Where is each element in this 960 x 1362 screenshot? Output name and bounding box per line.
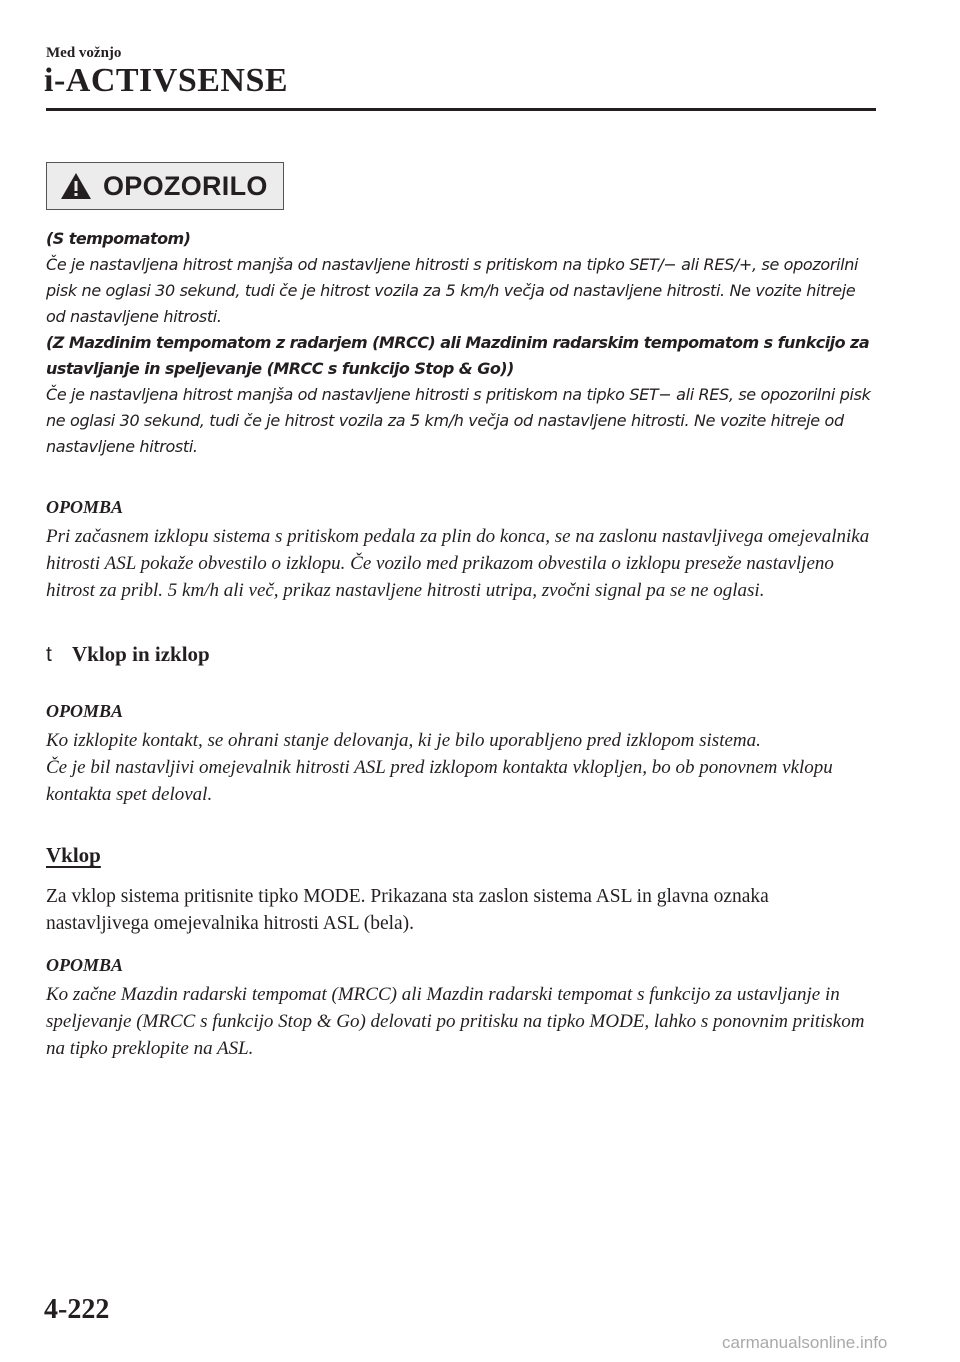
- note-label: OPOMBA: [46, 497, 124, 517]
- note-1: [46, 494, 876, 604]
- warning-box: [46, 162, 284, 210]
- note-2: [46, 698, 876, 808]
- note-line: Če je bil nastavljivi omejevalnik hitrosti ASL pred izklopom kontakta vklopljen, bo ob ponovnem vklopu kontakta spet deloval.: [46, 757, 833, 805]
- warning-label: OPOZORILO: [103, 170, 268, 201]
- note-label: OPOMBA: [46, 701, 124, 721]
- vklop-text: Za vklop sistema pritisnite tipko MODE. Prikazana sta zaslon sistema ASL in glavna oznaka nastavljivega omejevalnika hitrosti ASL (bela).: [46, 886, 769, 934]
- subsection-marker: t: [46, 642, 52, 666]
- header-rule: [46, 108, 876, 111]
- watermark: carmanualsonline.info: [722, 1333, 888, 1352]
- warning-text: [46, 226, 876, 460]
- warning-paragraph-cruise: Če je nastavljena hitrost manjša od nastavljene hitrosti s pritiskom na tipko SET/− ali RES/+, se opozorilni pisk ne oglasi 30 sekund, tudi če je hitrost vozila za 5 km/h večja od nastavljene hitrosti. Ne vozite hitreje od nastavljene hitrosti.: [46, 255, 859, 326]
- note-3: [46, 952, 876, 1062]
- chapter-title: i-ACTIVSENSE: [44, 62, 289, 99]
- note-text: Pri začasnem izklopu sistema s pritiskom pedala za plin do konca, se na zaslonu nastavljivega omejevalnika hitrosti ASL pokaže obvestilo o izklopu. Če vozilo med prikazom obvestila o izklopu preseže nastavljeno hitrost za pribl. 5 km/h ali več, prikaz nastavljene hitrosti utripa, zvočni signal pa se ne oglasi.: [46, 526, 870, 601]
- subsection-heading: [46, 642, 210, 667]
- note-line: Ko izklopite kontakt, se ohrani stanje delovanja, ki je bilo uporabljeno pred izklopom sistema.: [46, 730, 761, 751]
- note-text: Ko začne Mazdin radarski tempomat (MRCC) ali Mazdin radarski tempomat s funkcijo za ustavljanje in speljevanje (MRCC s funkcijo Stop & Go) delovati po pritisku na tipko MODE, lahko s ponovnim pritiskom na tipko preklopite na ASL.: [46, 984, 865, 1059]
- warning-triangle-icon: [59, 171, 93, 201]
- page-number: 4-222: [44, 1294, 110, 1325]
- note-label: OPOMBA: [46, 955, 124, 975]
- warning-subheading-mrcc: (Z Mazdinim tempomatom z radarjem (MRCC) ali Mazdinim radarskim tempomatom s funkcijo za ustavljanje in speljevanje (MRCC s funkcijo Stop & Go)): [46, 333, 870, 378]
- section-label: Med vožnjo: [46, 45, 122, 61]
- vklop-heading: Vklop: [46, 843, 101, 867]
- warning-paragraph-mrcc: Če je nastavljena hitrost manjša od nastavljene hitrosti s pritiskom na tipko SET− ali RES, se opozorilni pisk ne oglasi 30 sekund, tudi če je hitrost vozila za 5 km/h večja od nastavljene hitrosti. Ne vozite hitreje od nastavljene hitrosti.: [46, 385, 871, 456]
- warning-subheading-cruise: (S tempomatom): [46, 229, 191, 248]
- subsection-title: Vklop in izklop: [72, 642, 210, 666]
